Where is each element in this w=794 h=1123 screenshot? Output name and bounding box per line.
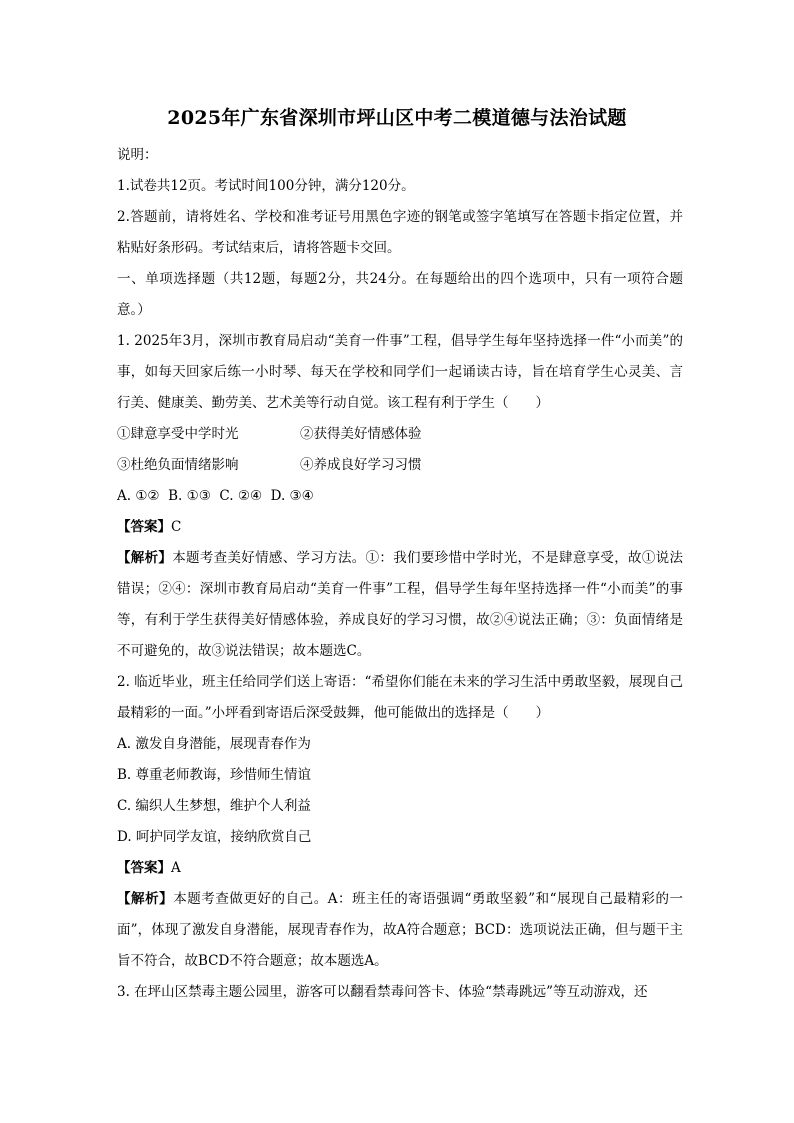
- note-label: 说明：: [117, 147, 158, 163]
- statement-row: [117, 450, 683, 481]
- section-heading: 一、单项选择题（共12题，每题2分，共24分。在每题给出的四个选项中，只有一项符合题意。）: [117, 271, 683, 318]
- statement-item: ②获得美好情感体验: [300, 426, 422, 442]
- analysis-label: 【解析】: [117, 550, 173, 566]
- note-item-1: 1.试卷共12页。考试时间100分钟，满分120分。: [117, 178, 415, 194]
- analysis-paragraph: [117, 543, 683, 667]
- question-3: [117, 977, 683, 1008]
- option-c: C. 编织人生梦想，维护个人利益: [117, 798, 311, 814]
- question-1: [117, 326, 683, 667]
- answer-value: A: [171, 860, 181, 876]
- choice-list: A. ①② B. ①③ C. ②④ D. ③④: [117, 488, 314, 504]
- option-a: A. 激发自身潜能，展现青春作为: [117, 736, 311, 752]
- answer-value: C: [171, 519, 182, 535]
- note-item-2: 2.答题前，请将姓名、学校和准考证号用黑色字迹的钢笔或签字笔填写在答题卡指定位置，并粘贴好条形码。考试结束后，请将答题卡交回。: [117, 209, 683, 256]
- option-d: D. 呵护同学友谊，接纳欣赏自己: [117, 829, 312, 845]
- answer-line: [117, 512, 683, 543]
- answer-line: [117, 853, 683, 884]
- analysis-paragraph: [117, 884, 683, 977]
- answer-label: 【答案】: [117, 860, 171, 876]
- page-title: 2025年广东省深圳市坪山区中考二模道德与法治试题: [167, 107, 627, 129]
- statement-item: ①肆意享受中学时光: [117, 426, 239, 442]
- question-stem: 3. 在坪山区禁毒主题公园里，游客可以翻看禁毒问答卡、体验“禁毒跳远”等互动游戏，还: [117, 984, 648, 1000]
- statement-row: [117, 419, 683, 450]
- statement-item: ④养成良好学习习惯: [300, 457, 422, 473]
- question-stem: 1. 2025年3月，深圳市教育局启动“美育一件事”工程，倡导学生每年坚持选择一件“小而美”的事，如每天回家后练一小时琴、每天在学校和同学们一起诵读古诗，旨在培育学生心灵美、言行美、健康美、勤劳美、艺术美等行动自觉。该工程有利于学生（ ）: [117, 333, 683, 411]
- question-2: [117, 667, 683, 977]
- analysis-text: 本题考查做更好的自己。A：班主任的寄语强调“勇敢坚毅”和“展现自己最精彩的一面”，体现了激发自身潜能，展现青春作为，故A符合题意；BCD：选项说法正确，但与题干主旨不符合，故BCD不符合题意；故本题选A。: [117, 891, 684, 969]
- analysis-label: 【解析】: [117, 891, 174, 907]
- option-b: B. 尊重老师教诲，珍惜师生情谊: [117, 767, 312, 783]
- question-stem: 2. 临近毕业，班主任给同学们送上寄语：“希望你们能在未来的学习生活中勇敢坚毅，展现自己最精彩的一面。”小坪看到寄语后深受鼓舞，他可能做出的选择是（ ）: [117, 674, 683, 721]
- analysis-text: 本题考查美好情感、学习方法。①：我们要珍惜中学时光，不是肆意享受，故①说法错误；②④：深圳市教育局启动“美育一件事”工程，倡导学生每年坚持选择一件“小而美”的事等，有利于学生获得美好情感体验，养成良好的学习习惯，故②④说法正确；③：负面情绪是不可避免的，故③说法错误；故本题选C。: [117, 550, 683, 659]
- statement-item: ③杜绝负面情绪影响: [117, 457, 239, 473]
- document-body: [117, 140, 683, 1008]
- answer-label: 【答案】: [117, 519, 171, 535]
